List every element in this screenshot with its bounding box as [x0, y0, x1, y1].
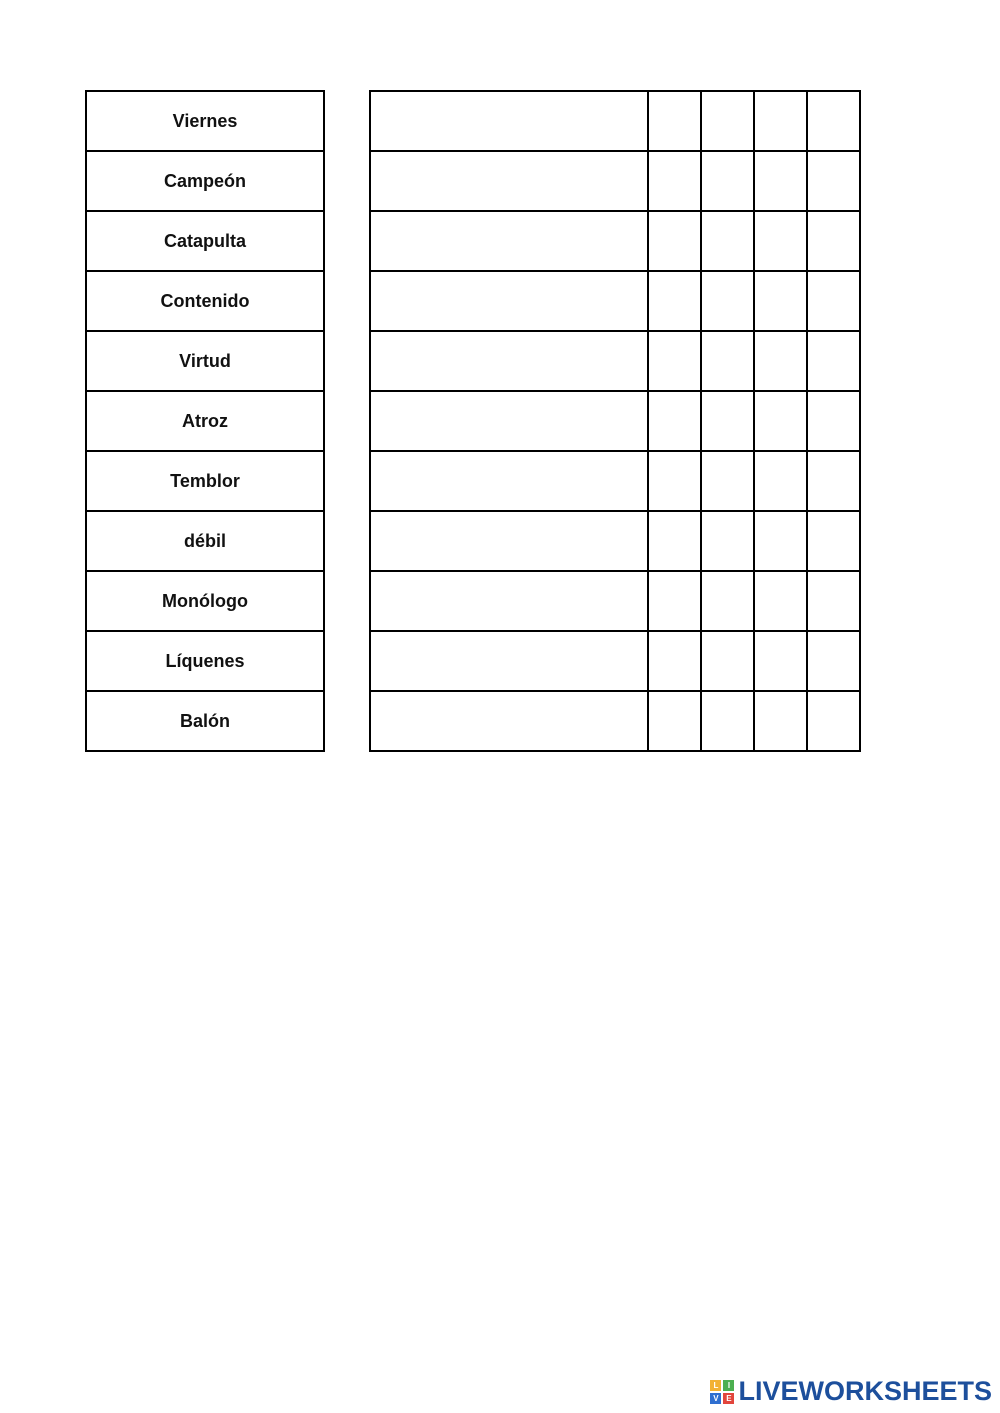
word-row — [86, 691, 324, 751]
check-box-cell[interactable] — [648, 571, 701, 631]
word-row — [86, 331, 324, 391]
check-box-cell[interactable] — [807, 151, 860, 211]
word-row — [86, 211, 324, 271]
answer-field[interactable] — [370, 571, 648, 631]
word-row — [86, 451, 324, 511]
word-cell: Atroz — [86, 391, 324, 451]
word-cell: Monólogo — [86, 571, 324, 631]
word-cell: Temblor — [86, 451, 324, 511]
check-box-cell[interactable] — [754, 211, 807, 271]
check-box-cell[interactable] — [754, 391, 807, 451]
check-box-cell[interactable] — [754, 271, 807, 331]
answer-field[interactable] — [370, 691, 648, 751]
check-box-cell[interactable] — [701, 571, 754, 631]
check-box-cell[interactable] — [701, 451, 754, 511]
check-box-cell[interactable] — [648, 151, 701, 211]
check-box-cell[interactable] — [754, 151, 807, 211]
check-box-cell[interactable] — [648, 211, 701, 271]
word-row — [86, 571, 324, 631]
word-table — [85, 90, 325, 752]
logo-mark-cell: I — [723, 1380, 734, 1391]
check-box-cell[interactable] — [701, 331, 754, 391]
check-box-cell[interactable] — [754, 571, 807, 631]
check-box-cell[interactable] — [648, 691, 701, 751]
word-cell: Líquenes — [86, 631, 324, 691]
check-box-cell[interactable] — [807, 331, 860, 391]
answer-field[interactable] — [370, 331, 648, 391]
check-box-cell[interactable] — [648, 271, 701, 331]
answer-field[interactable] — [370, 151, 648, 211]
answer-row — [370, 391, 860, 451]
check-box-cell[interactable] — [701, 691, 754, 751]
answer-field[interactable] — [370, 91, 648, 151]
answer-row — [370, 151, 860, 211]
word-row — [86, 91, 324, 151]
check-box-cell[interactable] — [701, 91, 754, 151]
check-box-cell[interactable] — [807, 691, 860, 751]
answer-field[interactable] — [370, 391, 648, 451]
answer-field[interactable] — [370, 631, 648, 691]
answer-field[interactable] — [370, 211, 648, 271]
check-box-cell[interactable] — [648, 631, 701, 691]
word-table-body — [86, 91, 324, 751]
answer-row — [370, 211, 860, 271]
check-box-cell[interactable] — [807, 91, 860, 151]
check-box-cell[interactable] — [754, 91, 807, 151]
check-box-cell[interactable] — [807, 511, 860, 571]
word-row — [86, 391, 324, 451]
word-cell: débil — [86, 511, 324, 571]
logo-mark-cell: L — [710, 1380, 721, 1391]
check-box-cell[interactable] — [648, 511, 701, 571]
answer-row — [370, 631, 860, 691]
check-box-cell[interactable] — [648, 91, 701, 151]
check-box-cell[interactable] — [648, 391, 701, 451]
answer-row — [370, 271, 860, 331]
word-row — [86, 151, 324, 211]
answer-field[interactable] — [370, 511, 648, 571]
answer-row — [370, 451, 860, 511]
logo-text: LIVEWORKSHEETS — [738, 1376, 992, 1406]
check-box-cell[interactable] — [807, 631, 860, 691]
logo-mark-icon — [710, 1380, 734, 1404]
answer-row — [370, 571, 860, 631]
answer-field[interactable] — [370, 451, 648, 511]
check-box-cell[interactable] — [807, 391, 860, 451]
check-box-cell[interactable] — [701, 211, 754, 271]
check-box-cell[interactable] — [648, 331, 701, 391]
check-box-cell[interactable] — [754, 631, 807, 691]
check-box-cell[interactable] — [807, 271, 860, 331]
logo-mark-cell: V — [710, 1393, 721, 1404]
word-cell: Virtud — [86, 331, 324, 391]
answer-row — [370, 331, 860, 391]
check-box-cell[interactable] — [807, 211, 860, 271]
answer-row — [370, 691, 860, 751]
answer-row — [370, 511, 860, 571]
check-box-cell[interactable] — [648, 451, 701, 511]
liveworksheets-logo — [710, 1376, 992, 1407]
check-box-cell[interactable] — [807, 451, 860, 511]
word-cell: Viernes — [86, 91, 324, 151]
check-box-cell[interactable] — [701, 631, 754, 691]
word-cell: Campeón — [86, 151, 324, 211]
check-box-cell[interactable] — [754, 451, 807, 511]
check-box-cell[interactable] — [754, 691, 807, 751]
word-row — [86, 631, 324, 691]
check-box-cell[interactable] — [701, 391, 754, 451]
answer-table — [369, 90, 861, 752]
answer-row — [370, 91, 860, 151]
check-box-cell[interactable] — [701, 271, 754, 331]
word-cell: Catapulta — [86, 211, 324, 271]
check-box-cell[interactable] — [701, 151, 754, 211]
word-row — [86, 511, 324, 571]
word-row — [86, 271, 324, 331]
check-box-cell[interactable] — [807, 571, 860, 631]
answer-table-body — [370, 91, 860, 751]
check-box-cell[interactable] — [701, 511, 754, 571]
word-cell: Balón — [86, 691, 324, 751]
check-box-cell[interactable] — [754, 331, 807, 391]
logo-mark-cell: E — [723, 1393, 734, 1404]
check-box-cell[interactable] — [754, 511, 807, 571]
answer-field[interactable] — [370, 271, 648, 331]
word-cell: Contenido — [86, 271, 324, 331]
